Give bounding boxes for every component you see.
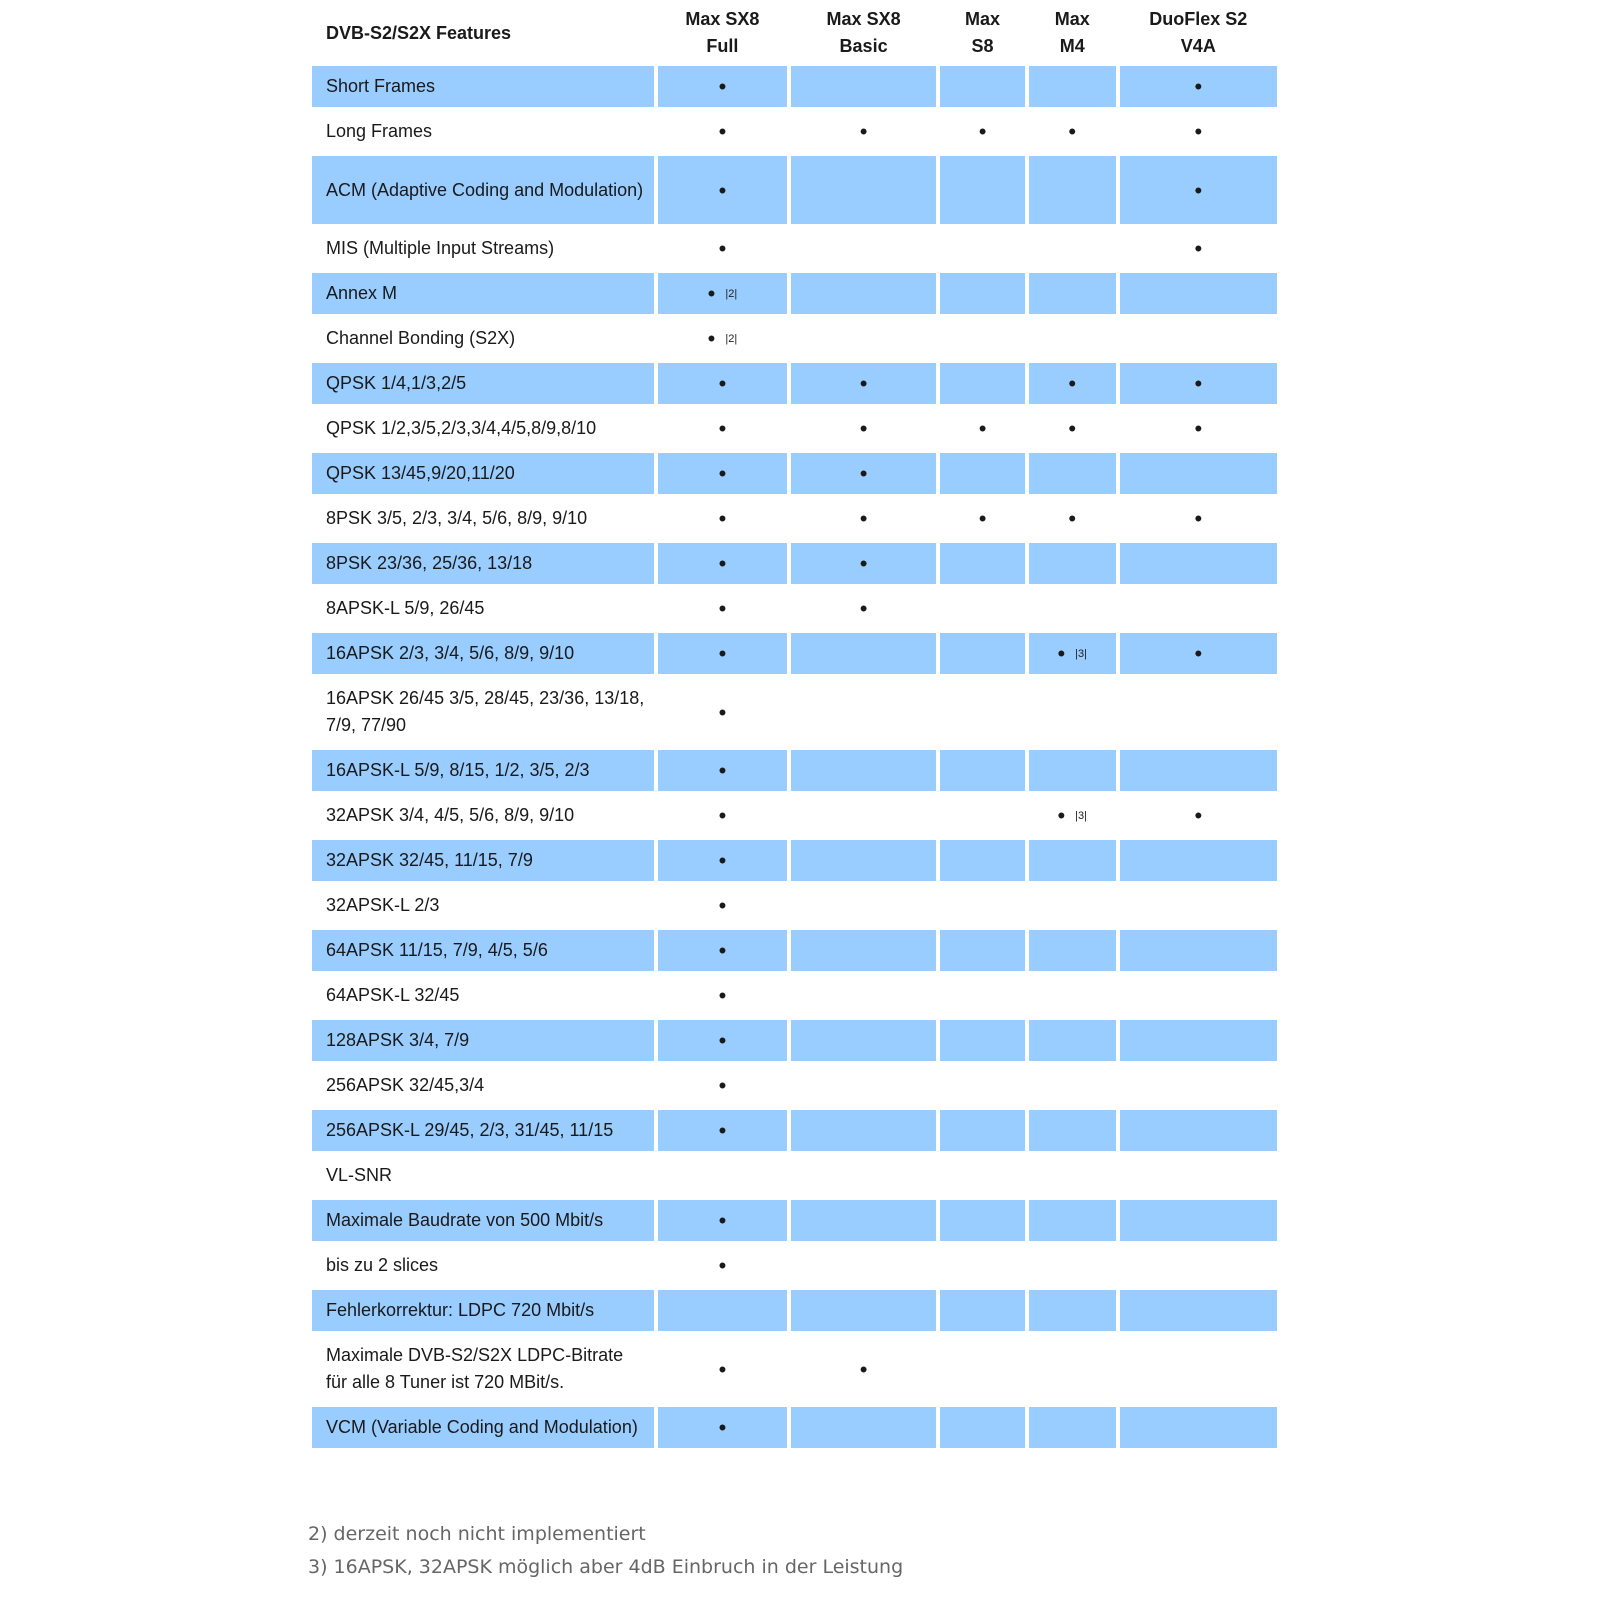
support-cell [791, 795, 936, 836]
feature-name-cell: 16APSK 2/3, 3/4, 5/6, 8/9, 9/10 [312, 633, 654, 674]
support-cell [658, 1110, 787, 1151]
support-bullet-icon: • [1194, 236, 1203, 262]
support-cell [1120, 111, 1277, 152]
support-cell [1120, 588, 1277, 629]
support-cell [1029, 795, 1116, 836]
support-bullet-icon: • [718, 1253, 727, 1279]
header-features [312, 4, 654, 62]
support-cell [1029, 840, 1116, 881]
support-bullet-icon: • [1194, 641, 1203, 667]
support-bullet-icon: • [1194, 416, 1203, 442]
table-row [312, 1110, 1277, 1151]
support-cell [1120, 1110, 1277, 1151]
support-bullet-icon: • [1068, 119, 1077, 145]
support-bullet-icon: • [718, 1356, 727, 1382]
table-row [312, 588, 1277, 629]
header-max-s8 [940, 4, 1025, 62]
support-cell [940, 678, 1025, 746]
feature-name-cell: Fehlerkorrektur: LDPC 720 Mbit/s [312, 1290, 654, 1331]
support-cell [940, 498, 1025, 539]
support-cell [940, 1200, 1025, 1241]
feature-name-cell: ACM (Adaptive Coding and Modulation) [312, 156, 654, 224]
support-bullet-icon: • [978, 506, 987, 532]
support-bullet-icon: • [718, 1118, 727, 1144]
footnote-2: 2) derzeit noch nicht implementiert [308, 1523, 646, 1545]
support-bullet-icon: • [718, 177, 727, 203]
table-row [312, 111, 1277, 152]
support-cell [791, 498, 936, 539]
support-bullet-icon: • [718, 74, 727, 100]
feature-name-cell: 8PSK 23/36, 25/36, 13/18 [312, 543, 654, 584]
header-duoflex-s2-v4a [1120, 4, 1277, 62]
support-cell [1120, 633, 1277, 674]
support-cell [1029, 543, 1116, 584]
table-body [312, 66, 1277, 1448]
support-bullet-icon: • [978, 119, 987, 145]
support-cell [1120, 840, 1277, 881]
support-bullet-icon: • [718, 416, 727, 442]
support-cell [791, 885, 936, 926]
table-row [312, 1065, 1277, 1106]
table-row [312, 885, 1277, 926]
support-cell [658, 543, 787, 584]
support-bullet-icon: • [718, 236, 727, 262]
feature-name-cell: 32APSK 32/45, 11/15, 7/9 [312, 840, 654, 881]
feature-name-cell: 8APSK-L 5/9, 26/45 [326, 598, 485, 618]
support-cell [940, 273, 1025, 314]
support-bullet-icon: • [718, 1028, 727, 1054]
support-bullet-icon: • [718, 461, 727, 487]
support-cell [1029, 930, 1116, 971]
footnote-ref: |3| [1075, 648, 1088, 661]
support-cell [1120, 750, 1277, 791]
support-cell [1120, 975, 1277, 1016]
support-cell [940, 363, 1025, 404]
support-cell [791, 1020, 936, 1061]
feature-name-cell: Maximale DVB-S2/S2X LDPC-Bitrate für alle 8 Tuner ist 720 MBit/s. [326, 1345, 624, 1392]
support-bullet-icon: • [718, 1415, 727, 1441]
support-cell [1029, 1245, 1116, 1286]
support-bullet-icon: • [859, 596, 868, 622]
support-cell [1120, 885, 1277, 926]
support-cell [791, 840, 936, 881]
support-cell [940, 885, 1025, 926]
support-cell [658, 750, 787, 791]
header-line-2: V4A [1180, 36, 1216, 56]
header-line-2: Basic [839, 36, 888, 56]
support-bullet-icon: • [1068, 371, 1077, 397]
support-cell [791, 1200, 936, 1241]
table-row [312, 228, 1277, 269]
support-cell [940, 111, 1025, 152]
support-cell [1029, 273, 1116, 314]
footnote-ref: |2| [725, 288, 738, 301]
support-cell [940, 228, 1025, 269]
feature-name-cell: Short Frames [312, 66, 654, 107]
table-row [312, 498, 1277, 539]
feature-name-cell: 64APSK 11/15, 7/9, 4/5, 5/6 [312, 930, 654, 971]
support-cell [1029, 588, 1116, 629]
support-cell [791, 975, 936, 1016]
support-bullet-icon: • [859, 371, 868, 397]
support-cell [791, 1335, 936, 1403]
support-cell [791, 408, 936, 449]
feature-name-cell: 64APSK-L 32/45 [326, 985, 460, 1005]
feature-name-cell: 32APSK 3/4, 4/5, 5/6, 8/9, 9/10 [326, 805, 575, 825]
support-cell [940, 1020, 1025, 1061]
header-features-label: DVB-S2/S2X Features [326, 22, 512, 43]
support-cell [791, 588, 936, 629]
support-cell [658, 453, 787, 494]
support-cell [658, 408, 787, 449]
support-cell [791, 228, 936, 269]
support-bullet-icon: • [718, 641, 727, 667]
support-cell [1029, 228, 1116, 269]
header-line-2: M4 [1059, 36, 1085, 56]
support-bullet-icon: • [1194, 74, 1203, 100]
support-cell [658, 66, 787, 107]
support-bullet-icon: • [859, 119, 868, 145]
support-cell [1120, 1335, 1277, 1403]
feature-name-cell: bis zu 2 slices [326, 1255, 439, 1275]
support-cell [1029, 498, 1116, 539]
support-cell [1029, 1065, 1116, 1106]
support-cell [658, 1200, 787, 1241]
support-cell [791, 66, 936, 107]
table-row [312, 318, 1277, 359]
support-cell [658, 111, 787, 152]
feature-name-cell: Maximale Baudrate von 500 Mbit/s [312, 1200, 654, 1241]
support-cell [1120, 1155, 1277, 1196]
support-bullet-icon: • [1194, 119, 1203, 145]
feature-name-cell: 8PSK 3/5, 2/3, 3/4, 5/6, 8/9, 9/10 [326, 508, 588, 528]
support-cell [1120, 66, 1277, 107]
support-cell [1029, 363, 1116, 404]
support-cell [791, 363, 936, 404]
header-max-sx8-basic [791, 4, 936, 62]
support-bullet-icon: • [718, 371, 727, 397]
support-bullet-icon: • [718, 803, 727, 829]
support-bullet-icon: • [718, 1073, 727, 1099]
support-bullet-icon: • [1057, 641, 1066, 667]
support-bullet-icon: • [707, 281, 716, 307]
feature-name-cell: QPSK 1/2,3/5,2/3,3/4,4/5,8/9,8/10 [326, 418, 597, 438]
support-cell [1029, 633, 1116, 674]
support-cell [791, 453, 936, 494]
support-cell [1120, 453, 1277, 494]
support-bullet-icon: • [859, 461, 868, 487]
support-cell [658, 975, 787, 1016]
support-cell [658, 885, 787, 926]
support-cell [940, 840, 1025, 881]
support-cell [940, 1407, 1025, 1448]
support-cell [1120, 408, 1277, 449]
support-cell [658, 1155, 787, 1196]
table-row [312, 750, 1277, 791]
support-cell [940, 318, 1025, 359]
header-line-1: Max SX8 [685, 9, 760, 29]
support-cell [940, 795, 1025, 836]
support-cell [1029, 678, 1116, 746]
support-cell [1120, 1065, 1277, 1106]
support-cell [1029, 750, 1116, 791]
footnote-ref: |2| [725, 333, 738, 346]
support-cell [658, 1245, 787, 1286]
support-cell [658, 1290, 787, 1331]
header-line-1: Max [1054, 9, 1090, 29]
support-bullet-icon: • [978, 416, 987, 442]
table-row [312, 1020, 1277, 1061]
table-row [312, 1335, 1277, 1403]
support-cell [791, 156, 936, 224]
support-bullet-icon: • [859, 1356, 868, 1382]
support-cell [658, 633, 787, 674]
support-cell [1029, 1200, 1116, 1241]
support-cell [1120, 1245, 1277, 1286]
support-bullet-icon: • [1194, 177, 1203, 203]
features-comparison-table [308, 0, 1281, 1452]
support-bullet-icon: • [1194, 506, 1203, 532]
support-cell [940, 66, 1025, 107]
support-bullet-icon: • [859, 416, 868, 442]
feature-name-cell: 16APSK 26/45 3/5, 28/45, 23/36, 13/18, 7/9, 77/90 [326, 688, 645, 735]
support-cell [1120, 156, 1277, 224]
feature-name-cell: Annex M [312, 273, 654, 314]
support-cell [940, 408, 1025, 449]
support-cell [658, 498, 787, 539]
support-cell [658, 930, 787, 971]
support-cell [940, 1155, 1025, 1196]
header-max-m4 [1029, 4, 1116, 62]
support-cell [1120, 1200, 1277, 1241]
support-cell [1029, 408, 1116, 449]
support-cell [791, 1065, 936, 1106]
support-bullet-icon: • [1068, 416, 1077, 442]
support-cell [1029, 885, 1116, 926]
table-row [312, 156, 1277, 224]
table-row [312, 840, 1277, 881]
header-line-2: Full [706, 36, 739, 56]
support-cell [791, 1155, 936, 1196]
support-bullet-icon: • [1194, 803, 1203, 829]
feature-name-cell: 32APSK-L 2/3 [326, 895, 440, 915]
table-row [312, 1245, 1277, 1286]
support-cell [658, 156, 787, 224]
table-row [312, 543, 1277, 584]
support-cell [940, 930, 1025, 971]
support-cell [658, 228, 787, 269]
support-cell [658, 1407, 787, 1448]
support-cell [1120, 1290, 1277, 1331]
support-bullet-icon: • [1194, 371, 1203, 397]
support-bullet-icon: • [1057, 803, 1066, 829]
support-cell [940, 1335, 1025, 1403]
support-cell [658, 1335, 787, 1403]
support-cell [940, 633, 1025, 674]
table-row [312, 1155, 1277, 1196]
support-cell [791, 930, 936, 971]
support-cell [940, 750, 1025, 791]
table-row [312, 633, 1277, 674]
table-row [312, 678, 1277, 746]
support-bullet-icon: • [718, 848, 727, 874]
support-cell [658, 318, 787, 359]
support-cell [658, 363, 787, 404]
support-bullet-icon: • [718, 938, 727, 964]
support-cell [1029, 66, 1116, 107]
support-cell [1029, 1290, 1116, 1331]
support-cell [791, 111, 936, 152]
support-cell [1120, 1020, 1277, 1061]
support-cell [791, 318, 936, 359]
table-row [312, 363, 1277, 404]
support-bullet-icon: • [718, 596, 727, 622]
feature-name-cell: Channel Bonding (S2X) [326, 328, 516, 348]
support-cell [1029, 1155, 1116, 1196]
support-cell [1120, 543, 1277, 584]
support-cell [1120, 1407, 1277, 1448]
support-cell [940, 1065, 1025, 1106]
support-cell [791, 273, 936, 314]
support-bullet-icon: • [718, 1208, 727, 1234]
support-cell [1120, 228, 1277, 269]
support-cell [940, 975, 1025, 1016]
support-cell [791, 1407, 936, 1448]
support-cell [658, 795, 787, 836]
feature-name-cell: 256APSK 32/45,3/4 [326, 1075, 485, 1095]
table-row [312, 1200, 1277, 1241]
feature-name-cell: 128APSK 3/4, 7/9 [312, 1020, 654, 1061]
support-cell [940, 1245, 1025, 1286]
header-line-1: Max [965, 9, 1001, 29]
support-bullet-icon: • [718, 699, 727, 725]
support-bullet-icon: • [718, 119, 727, 145]
support-cell [1029, 1110, 1116, 1151]
support-cell [1029, 1020, 1116, 1061]
support-bullet-icon: • [707, 326, 716, 352]
support-cell [940, 588, 1025, 629]
table-row [312, 795, 1277, 836]
support-cell [1120, 363, 1277, 404]
support-cell [1029, 1335, 1116, 1403]
support-cell [1120, 930, 1277, 971]
support-bullet-icon: • [859, 551, 868, 577]
support-bullet-icon: • [718, 758, 727, 784]
support-cell [791, 678, 936, 746]
support-cell [1120, 795, 1277, 836]
feature-name-cell: 16APSK-L 5/9, 8/15, 1/2, 3/5, 2/3 [312, 750, 654, 791]
table-row [312, 273, 1277, 314]
table-row [312, 408, 1277, 449]
support-cell [1120, 678, 1277, 746]
support-cell [791, 633, 936, 674]
support-cell [658, 1065, 787, 1106]
support-cell [791, 543, 936, 584]
support-bullet-icon: • [718, 551, 727, 577]
support-cell [658, 840, 787, 881]
feature-name-cell: Long Frames [326, 121, 433, 141]
header-line-1: Max SX8 [826, 9, 901, 29]
footnote-3: 3) 16APSK, 32APSK möglich aber 4dB Einbruch in der Leistung [308, 1556, 904, 1578]
footnotes [308, 1518, 903, 1584]
table-header-row [312, 4, 1277, 62]
support-cell [658, 1020, 787, 1061]
support-cell [791, 1110, 936, 1151]
support-cell [1120, 273, 1277, 314]
support-cell [1029, 156, 1116, 224]
support-cell [791, 750, 936, 791]
support-cell [940, 156, 1025, 224]
support-bullet-icon: • [1068, 506, 1077, 532]
support-cell [791, 1290, 936, 1331]
support-cell [940, 1110, 1025, 1151]
header-line-2: S8 [971, 36, 994, 56]
support-cell [658, 678, 787, 746]
support-cell [1029, 111, 1116, 152]
support-cell [940, 453, 1025, 494]
support-bullet-icon: • [718, 983, 727, 1009]
support-cell [940, 1290, 1025, 1331]
feature-name-cell: MIS (Multiple Input Streams) [326, 238, 555, 258]
support-cell [1029, 1407, 1116, 1448]
table-row [312, 1407, 1277, 1448]
support-cell [791, 1245, 936, 1286]
support-cell [940, 543, 1025, 584]
support-bullet-icon: • [718, 893, 727, 919]
feature-name-cell: VL-SNR [326, 1165, 393, 1185]
feature-name-cell: QPSK 1/4,1/3,2/5 [312, 363, 654, 404]
table-row [312, 930, 1277, 971]
support-cell [658, 588, 787, 629]
feature-name-cell: QPSK 13/45,9/20,11/20 [312, 453, 654, 494]
footnote-ref: |3| [1075, 810, 1088, 823]
support-cell [1029, 453, 1116, 494]
support-cell [1029, 318, 1116, 359]
table-row [312, 453, 1277, 494]
header-max-sx8-full [658, 4, 787, 62]
table-row [312, 1290, 1277, 1331]
support-bullet-icon: • [859, 506, 868, 532]
feature-name-cell: VCM (Variable Coding and Modulation) [312, 1407, 654, 1448]
support-cell [1120, 318, 1277, 359]
support-cell [658, 273, 787, 314]
support-cell [1029, 975, 1116, 1016]
header-line-1: DuoFlex S2 [1149, 9, 1248, 29]
feature-name-cell: 256APSK-L 29/45, 2/3, 31/45, 11/15 [312, 1110, 654, 1151]
support-cell [1120, 498, 1277, 539]
table-row [312, 66, 1277, 107]
table-row [312, 975, 1277, 1016]
support-bullet-icon: • [718, 506, 727, 532]
